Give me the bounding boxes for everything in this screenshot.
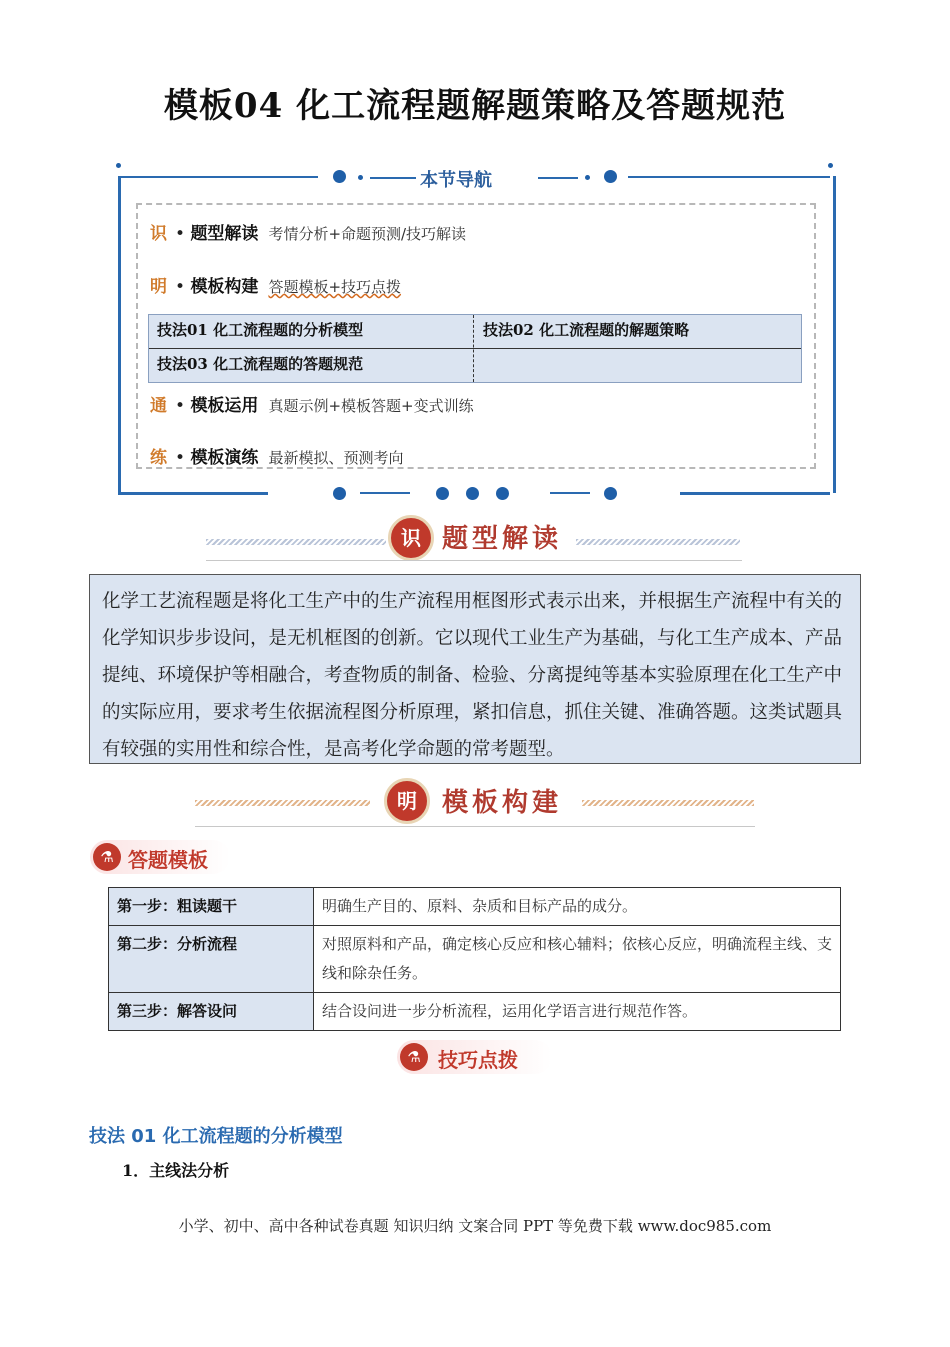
tag-label: 答题模板 <box>128 848 208 872</box>
step-label: 第一步：粗读题干 <box>109 888 314 926</box>
nav-row[interactable]: 练 • 模板演练 最新模拟、预测考向 <box>150 448 404 468</box>
nav-mark: 通 <box>150 396 167 416</box>
table-divider <box>473 315 474 382</box>
nav-desc: 最新模拟、预测考向 <box>268 449 404 467</box>
nav-dot <box>604 487 617 500</box>
tag-label: 技巧点拨 <box>438 1048 518 1072</box>
nav-row[interactable]: 明 • 模板构建 答题模板+技巧点拨 <box>150 277 402 297</box>
nav-mark: 明 <box>150 277 167 297</box>
nav-desc: 考情分析+命题预测/技巧解读 <box>268 225 467 243</box>
nav-mark: 识 <box>150 224 167 244</box>
nav-dot <box>436 487 449 500</box>
nav-top-line-right <box>628 176 830 178</box>
sub-heading: 1．主线法分析 <box>122 1161 230 1180</box>
table-row <box>109 888 841 926</box>
banner-underline <box>206 560 742 561</box>
flask-icon: ⚗ <box>93 843 121 871</box>
nav-dot <box>333 170 346 183</box>
intro-text: 化学工艺流程题是将化工生产中的生产流程用框图形式表示出来，并根据生产流程中有关的化学知识步步设问，是无机框图的创新。它以现代工业生产为基础，与化工生产成本、产品提纯、环境保护等相融合，考查物质的制备、检验、分离提纯等基本实验原理在化工生产中的实际应用，要求考生依据流程图分析原理，紧扣信息，抓住关键、准确答题。这类试题具有较强的实用性和综合性，是高考化学命题的常考题型。 <box>89 574 861 764</box>
step-label: 第二步：分析流程 <box>109 926 314 993</box>
nav-dot <box>333 487 346 500</box>
technique-link[interactable]: 技法03 化工流程题的答题规范 <box>157 355 364 373</box>
flask-icon: ⚗ <box>400 1043 428 1071</box>
nav-mark: 练 <box>150 448 167 468</box>
steps-table <box>108 887 841 1031</box>
nav-dot <box>585 175 590 180</box>
nav-head: 题型解读 <box>190 224 259 244</box>
nav-dot <box>496 487 509 500</box>
page-title: 模板04 化工流程题解题策略及答题规范 <box>163 86 787 126</box>
nav-bottom-line <box>118 492 268 495</box>
nav-head: 模板构建 <box>190 277 259 297</box>
nav-dot <box>466 487 479 500</box>
nav-top-line-mid <box>538 177 578 179</box>
section-heading: 技法 01 化工流程题的分析模型 <box>89 1126 343 1147</box>
step-label: 第三步：解答设问 <box>109 993 314 1031</box>
nav-dot <box>358 175 363 180</box>
nav-row[interactable]: 通 • 模板运用 真题示例+模板答题+变式训练 <box>150 396 474 416</box>
table-divider <box>149 348 801 349</box>
footer-text: 小学、初中、高中各种试卷真题 知识归纳 文案合同 PPT 等免费下载 www.doc985.com <box>178 1217 772 1235</box>
technique-link[interactable]: 技法02 化工流程题的解题策略 <box>483 321 690 339</box>
banner-decoration <box>582 800 754 806</box>
nav-bottom-line <box>360 492 410 494</box>
banner-decoration <box>576 539 740 545</box>
nav-title: 本节导航 <box>420 170 492 191</box>
nav-row[interactable]: 识 • 题型解读 考情分析+命题预测/技巧解读 <box>150 224 467 244</box>
nav-top-line-left <box>118 176 318 178</box>
banner-badge: 明 <box>384 778 430 824</box>
section-banner-title: 题型解读 <box>442 524 563 554</box>
technique-link[interactable]: 技法01 化工流程题的分析模型 <box>157 321 364 339</box>
banner-decoration <box>195 800 370 806</box>
nav-desc: 答题模板+技巧点拨 <box>268 278 402 296</box>
banner-underline <box>195 826 755 827</box>
nav-bottom-line <box>550 492 590 494</box>
nav-desc: 真题示例+模板答题+变式训练 <box>268 397 474 415</box>
table-row <box>109 993 841 1031</box>
banner-decoration <box>206 539 386 545</box>
technique-table <box>148 314 802 383</box>
step-desc: 明确生产目的、原料、杂质和目标产品的成分。 <box>314 888 841 926</box>
table-row <box>109 926 841 993</box>
banner-badge: 识 <box>388 515 434 561</box>
step-desc: 对照原料和产品，确定核心反应和核心辅料；依核心反应，明确流程主线、支线和除杂任务。 <box>314 926 841 993</box>
step-desc: 结合设问进一步分析流程，运用化学语言进行规范作答。 <box>314 993 841 1031</box>
nav-dot <box>828 163 833 168</box>
nav-head: 模板演练 <box>190 448 259 468</box>
nav-top-line-mid <box>370 177 416 179</box>
section-banner-title: 模板构建 <box>442 788 563 818</box>
nav-bottom-line <box>680 492 830 495</box>
nav-dot <box>604 170 617 183</box>
nav-head: 模板运用 <box>190 396 259 416</box>
nav-dot <box>116 163 121 168</box>
